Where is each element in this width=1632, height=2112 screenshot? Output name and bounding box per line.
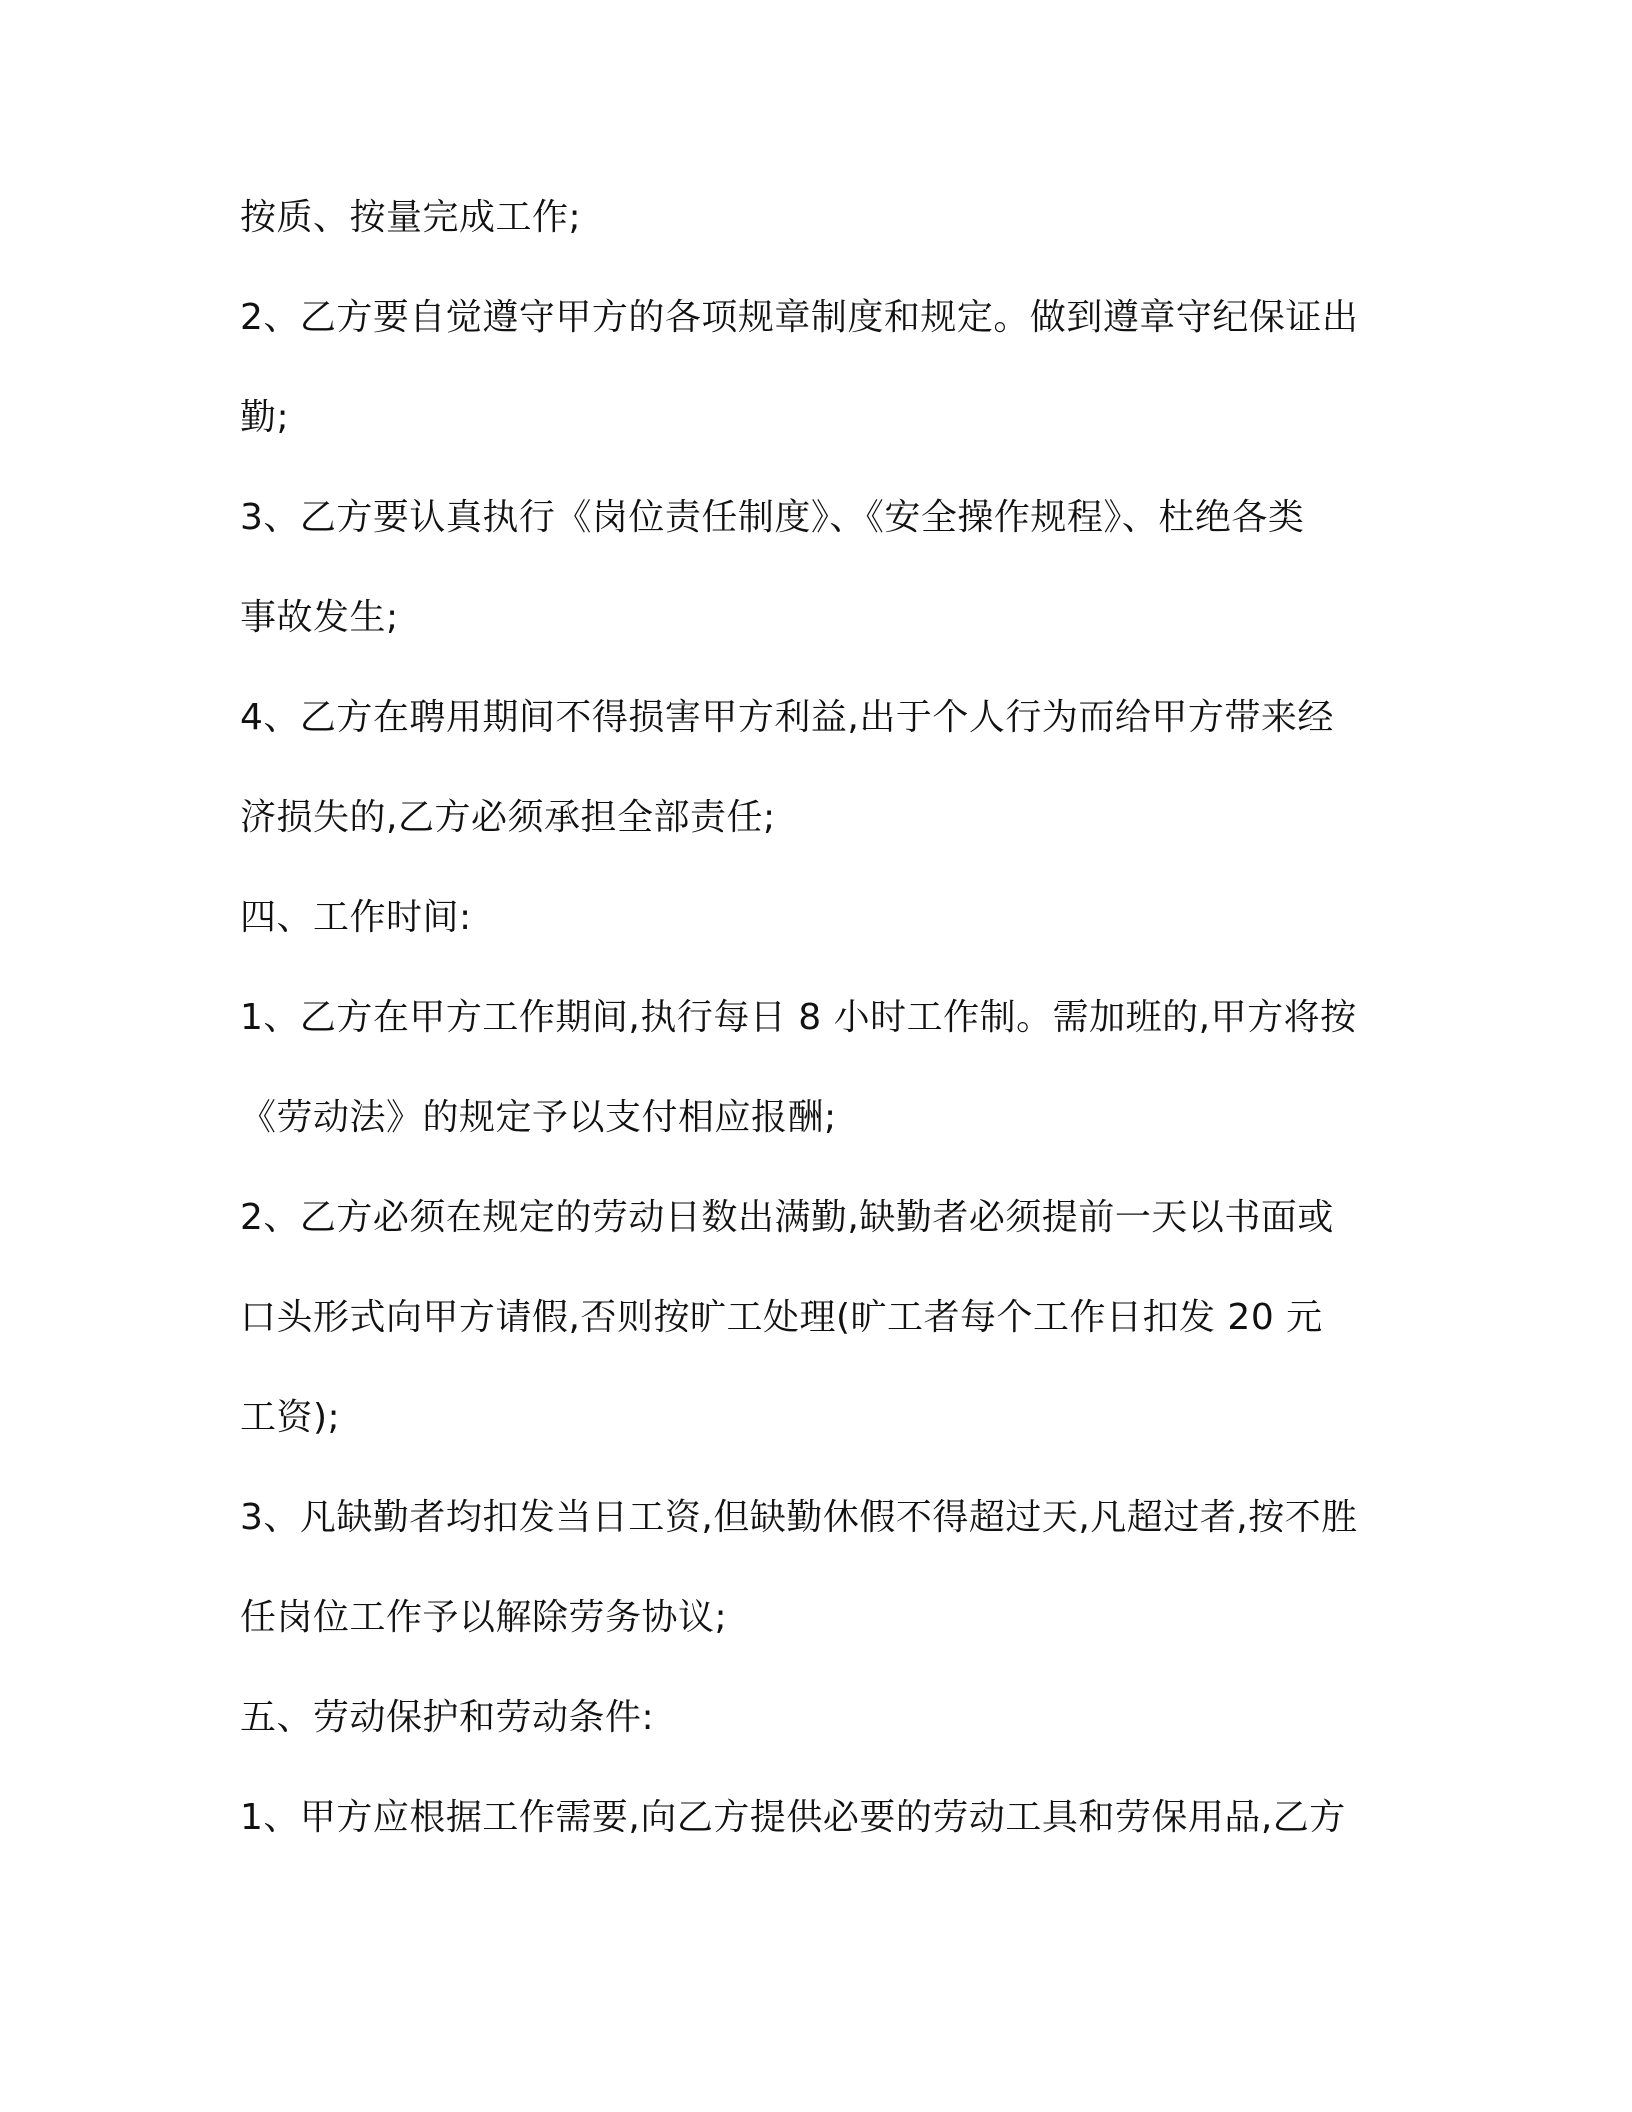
text-line: 按质、按量完成工作; (240, 197, 582, 238)
text-line: 3、乙方要认真执行《岗位责任制度》、《安全操作规程》、杜绝各类 (240, 497, 1305, 538)
text-line: 口头形式向甲方请假,否则按旷工处理(旷工者每个工作日扣发 20 元 (240, 1297, 1323, 1338)
text-line: 工资); (240, 1397, 341, 1438)
text-line: 任岗位工作予以解除劳务协议; (240, 1597, 728, 1638)
text-line: 3、凡缺勤者均扣发当日工资,但缺勤休假不得超过天,凡超过者,按不胜 (240, 1497, 1358, 1538)
text-line: 2、乙方要自觉遵守甲方的各项规章制度和规定。做到遵章守纪保证出 (240, 297, 1359, 338)
text-line: 1、甲方应根据工作需要,向乙方提供必要的劳动工具和劳保用品,乙方 (240, 1797, 1346, 1838)
section-heading: 四、工作时间: (240, 897, 472, 938)
text-line: 1、乙方在甲方工作期间,执行每日 8 小时工作制。需加班的,甲方将按 (240, 997, 1357, 1038)
text-line: 《劳动法》的规定予以支付相应报酬; (240, 1097, 837, 1138)
text-line: 济损失的,乙方必须承担全部责任; (240, 797, 776, 838)
text-line: 事故发生; (240, 597, 399, 638)
text-line: 2、乙方必须在规定的劳动日数出满勤,缺勤者必须提前一天以书面或 (240, 1197, 1334, 1238)
text-line: 4、乙方在聘用期间不得损害甲方利益,出于个人行为而给甲方带来经 (240, 697, 1334, 738)
text-line: 勤; (240, 397, 290, 438)
section-heading: 五、劳动保护和劳动条件: (240, 1697, 655, 1738)
